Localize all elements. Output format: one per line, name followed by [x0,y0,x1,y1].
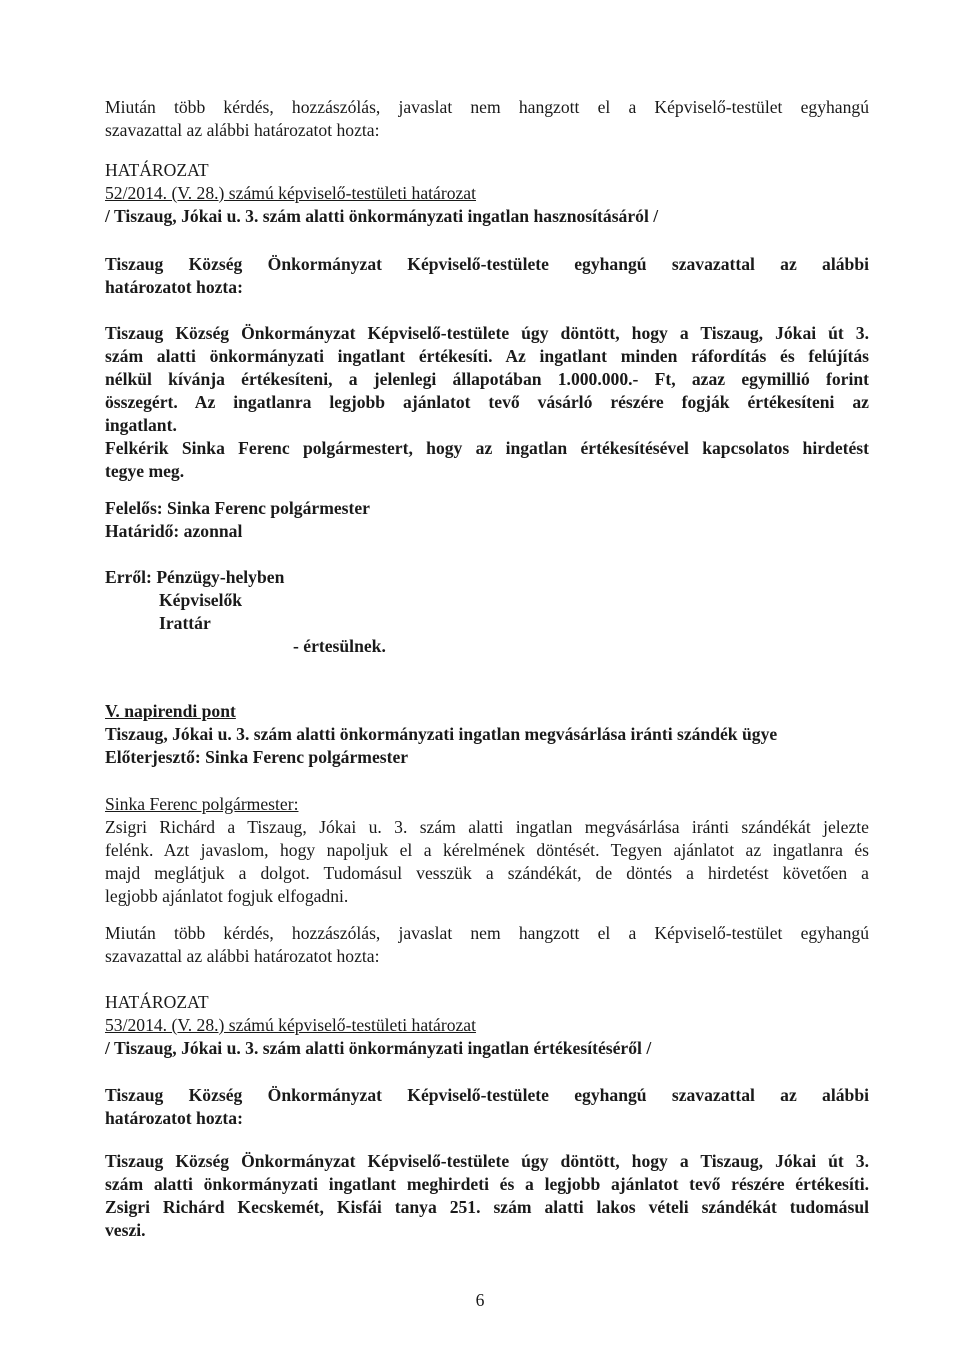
speech-line: legjobb ajánlatot fogjuk elfogadni. [105,886,349,906]
intro-line: Miután több kérdés, hozzászólás, javaslat nem hangzott el a Képviselő-testület egyhangú [105,923,869,943]
resolution-heading: HATÁROZAT [105,160,209,180]
resolution-preamble [105,1084,869,1130]
responsibility-block [105,497,869,543]
body-line: ingatlant. [105,415,177,435]
resolution-header [105,159,869,228]
speech-block [105,793,869,908]
responsible-person: Felelős: Sinka Ferenc polgármester [105,498,370,518]
notify-row [105,566,869,589]
resolution-preamble [105,253,869,299]
speech-line: Zsigri Richárd a Tiszaug, Jókai u. 3. szám alatti ingatlan megvásárlása iránti szándékát jelezte [105,817,869,837]
body-line: Felkérik Sinka Ferenc polgármestert, hogy az ingatlan értékesítésével kapcsolatos hirdetést [105,438,869,458]
notify-suffix: - értesülnek. [293,636,386,656]
preamble-line: határozatot hozta: [105,277,243,297]
body-line: tegye meg. [105,461,185,481]
body-line: veszi. [105,1220,146,1240]
agenda-item [105,700,869,769]
intro-line: Miután több kérdés, hozzászólás, javaslat nem hangzott el a Képviselő-testület egyhangú [105,97,869,117]
speaker-name: Sinka Ferenc polgármester: [105,794,299,814]
body-line: Tiszaug Község Önkormányzat Képviselő-testülete úgy döntött, hogy a Tiszaug, Jókai út 3. [105,323,869,343]
speech-line: felénk. Azt javaslom, hogy napoljuk el a kérelmének döntését. Tegyen ajánlatot az ingatlanra és [105,840,869,860]
preamble-line: Tiszaug Község Önkormányzat Képviselő-testülete egyhangú szavazattal az alábbi [105,254,869,274]
resolution-number: 52/2014. (V. 28.) számú képviselő-testületi határozat [105,183,477,203]
preamble-line: Tiszaug Község Önkormányzat Képviselő-testülete egyhangú szavazattal az alábbi [105,1085,869,1105]
intro-paragraph [105,922,869,968]
notify-recipient: Irattár [159,613,211,633]
resolution-body [105,322,869,483]
notify-label: Erről: [105,567,152,587]
intro-line: szavazattal az alábbi határozatot hozta: [105,946,380,966]
intro-paragraph [105,96,869,142]
resolution-subject: / Tiszaug, Jókai u. 3. szám alatti önkormányzati ingatlan hasznosításáról / [105,206,659,226]
body-line: összegért. Az ingatlanra legjobb ajánlatot tevő vásárló részére fogják értékesíteni az [105,392,869,412]
agenda-title: V. napirendi pont [105,701,236,721]
speech-line: majd meglátjuk a dolgot. Tudomásul vesszük a szándékát, de döntés a hirdetést követően a [105,863,869,883]
deadline: Határidő: azonnal [105,521,243,541]
body-line: Tiszaug Község Önkormányzat Képviselő-testülete úgy döntött, hogy a Tiszaug, Jókai út 3. [105,1151,869,1171]
agenda-presenter: Előterjesztő: Sinka Ferenc polgármester [105,747,409,767]
body-line: szám alatti önkormányzati ingatlant értékesíti. Az ingatlant minden ráfordítás és felújítás [105,346,869,366]
resolution-header [105,991,869,1060]
preamble-line: határozatot hozta: [105,1108,243,1128]
resolution-subject: / Tiszaug, Jókai u. 3. szám alatti önkormányzati ingatlan értékesítéséről / [105,1038,652,1058]
notification-list [105,566,869,658]
agenda-subject: Tiszaug, Jókai u. 3. szám alatti önkormányzati ingatlan megvásárlása iránti szándék ügye [105,724,778,744]
body-line: szám alatti önkormányzati ingatlant meghirdeti és a legjobb ajánlatot tevő részére értékesíti. [105,1174,869,1194]
notify-recipient: Pénzügy-helyben [156,567,285,587]
body-line: nélkül kívánja értékesíteni, a jelenlegi állapotában 1.000.000.- Ft, azaz egymillió forint [105,369,869,389]
notify-recipient: Képviselők [159,590,243,610]
resolution-heading: HATÁROZAT [105,992,209,1012]
page-number: 6 [475,1290,485,1310]
resolution-number: 53/2014. (V. 28.) számú képviselő-testületi határozat [105,1015,477,1035]
intro-line: szavazattal az alábbi határozatot hozta: [105,120,380,140]
resolution-body [105,1150,869,1242]
body-line: Zsigri Richárd Kecskemét, Kisfái tanya 251. szám alatti lakos vételi szándékát tudomásul [105,1197,869,1217]
